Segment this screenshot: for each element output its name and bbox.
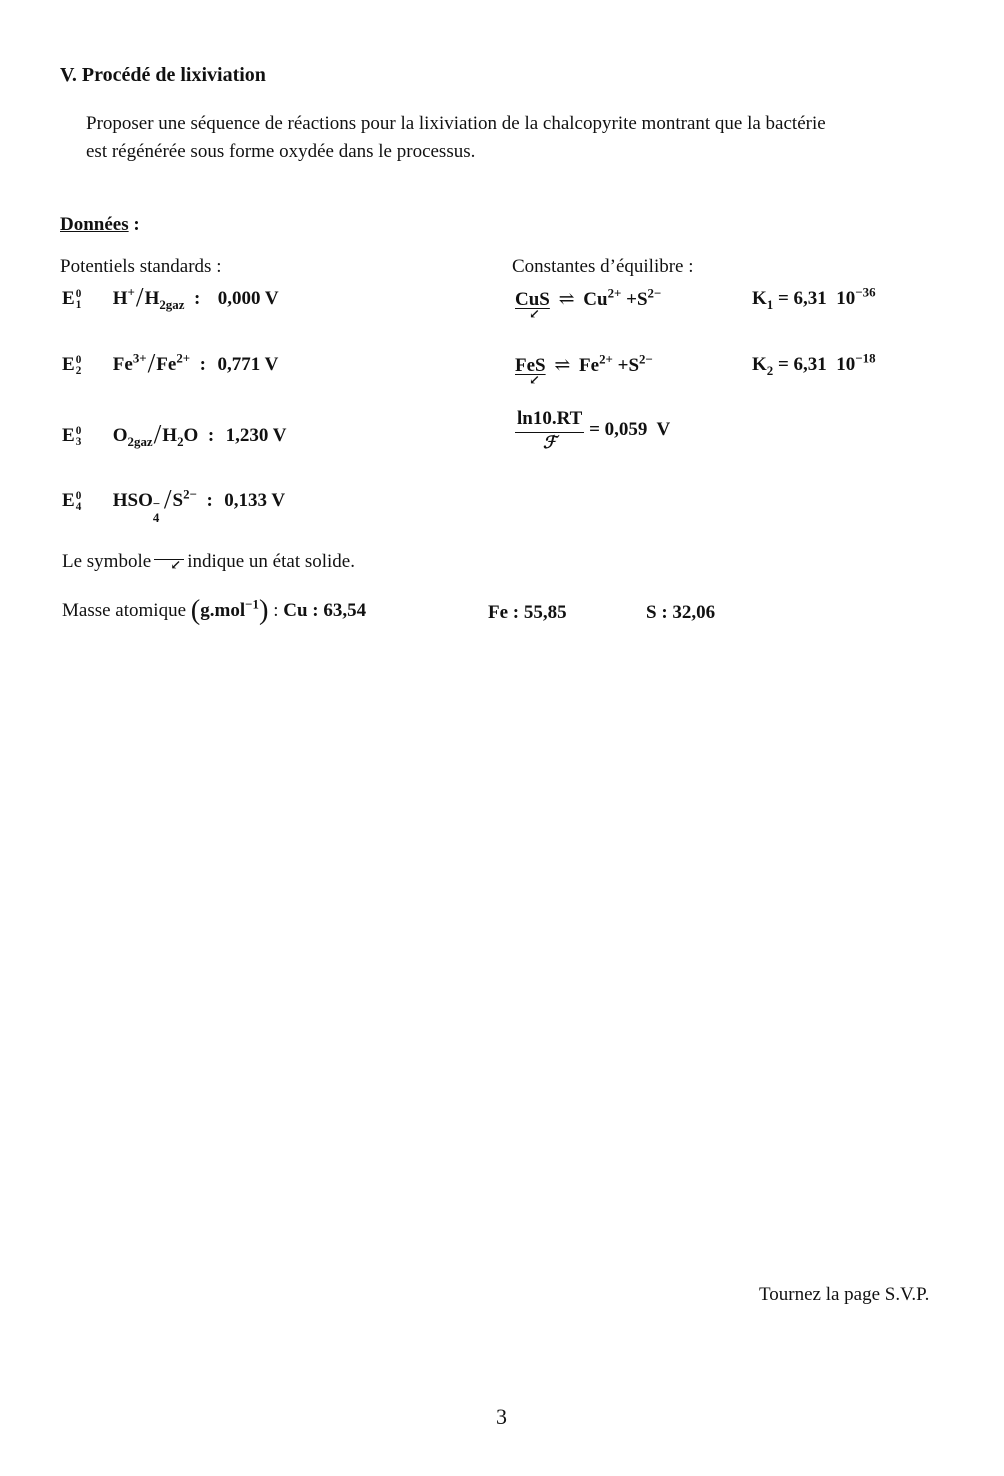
e-sup: 0 — [75, 353, 82, 366]
couple-ox: HSO — [112, 490, 153, 511]
solid-state-symbol-icon: ↙ — [154, 555, 184, 569]
couple-red: Fe — [156, 354, 177, 375]
ion-2: S — [628, 355, 640, 376]
solid-formula: FeS — [515, 355, 546, 376]
k-label: K — [752, 288, 767, 309]
couple-red-tail: O — [183, 425, 199, 446]
equilibrium-arrow-icon: ⇌ — [558, 289, 575, 310]
potential-value: 0,771 V — [217, 354, 279, 375]
couple-red-sup: 2+ — [176, 350, 191, 366]
couple-ox: H — [112, 288, 128, 309]
couple-red: S — [172, 490, 184, 511]
formula-numerator: ln10.RT — [515, 408, 584, 433]
couple-red-sub: 2gaz — [159, 296, 185, 312]
couple-ox: O — [112, 425, 128, 446]
donnees-heading — [60, 214, 140, 236]
potential-value: 1,230 V — [225, 425, 287, 446]
e-index: 1 — [75, 299, 82, 311]
couple-ox-sup: − — [152, 496, 161, 511]
equilibrium-row-2 — [515, 351, 653, 387]
potential-row-4: E 0 4 HSO − 4 $/S^{2-}$ : 0,133 V — [62, 483, 286, 525]
couple-red: H — [162, 425, 178, 446]
ion-2-sup: 2− — [639, 351, 653, 367]
masses-unit-exp: −1 — [245, 596, 259, 612]
e-index: 3 — [75, 436, 82, 448]
potentials-heading: Potentiels standards : — [60, 256, 222, 277]
e-letter: E — [62, 425, 75, 446]
couple-red-sub: 2 — [177, 433, 184, 449]
k-constant-2 — [752, 350, 876, 378]
mass-cu: Cu : 63,54 — [283, 600, 367, 621]
symbol-note — [62, 551, 355, 573]
ion-1-sup: 2+ — [599, 351, 613, 367]
potential-row-3: E 0 3 $O_{2gaz}/H_2O$ : 1,230 V — [62, 418, 287, 450]
masses-label: Masse atomique — [62, 600, 187, 621]
symbol-note-before: Le symbole — [62, 551, 152, 572]
e-sup: 0 — [75, 424, 82, 437]
potential-row-2: E 0 2 $Fe^{3+}/Fe^{2+}$ : 0,771 V — [62, 347, 279, 379]
donnees-label: Données — [60, 214, 129, 235]
potential-sep: : — [201, 490, 218, 511]
e-index: 2 — [75, 365, 82, 377]
e-sup: 0 — [75, 489, 82, 502]
potential-value: 0,000 V — [217, 288, 279, 309]
couple-ox-sub: 2gaz — [127, 433, 153, 449]
solid-formula: CuS — [515, 289, 550, 310]
equilibrium-row-1 — [515, 285, 662, 321]
couple-ox-sup: + — [127, 284, 135, 300]
potential-sep: : — [189, 288, 206, 309]
couple-red: H — [144, 288, 160, 309]
k-sub: 2 — [766, 362, 774, 378]
plus-sign: + — [617, 355, 629, 376]
k-label: K — [752, 354, 767, 375]
k-value: = 6,31 10 — [773, 354, 856, 375]
solid-arrow-icon: ↙ — [529, 306, 540, 321]
masses-unit: g.mol — [200, 600, 246, 621]
page-number: 3 — [496, 1404, 507, 1429]
solid-arrow-icon: ↙ — [529, 372, 540, 387]
masses-colon: : — [268, 600, 279, 621]
e-letter: E — [62, 490, 75, 511]
k-exp: −36 — [855, 284, 876, 300]
turn-page-note: Tournez la page S.V.P. — [759, 1284, 930, 1305]
potential-row-1: E 0 1 $H^+/H_{2gaz}$ : 0,000 V — [62, 281, 279, 313]
mass-s: S : 32,06 — [646, 602, 716, 623]
k-value: = 6,31 10 — [773, 288, 856, 309]
section-title: V. Procédé de lixiviation — [60, 64, 266, 86]
e-sup: 0 — [75, 287, 82, 300]
donnees-colon: : — [128, 214, 140, 235]
couple-ox: Fe — [112, 354, 133, 375]
potential-value: 0,133 V — [224, 490, 286, 511]
k-exp: −18 — [855, 350, 876, 366]
formula-denominator: ℱ — [542, 433, 557, 453]
couple-red-sup: 2− — [183, 486, 197, 502]
k-sub: 1 — [766, 296, 774, 312]
e-index: 4 — [75, 501, 82, 513]
atomic-masses: Masse atomique (g.mol$^{-1}$) : Cu : 63,54 — [62, 594, 367, 626]
ion-2: S — [636, 289, 648, 310]
formula-result: = 0,059 V — [589, 418, 671, 440]
ion-1-sup: 2+ — [607, 285, 622, 301]
ion-2-sup: 2− — [647, 285, 662, 301]
mass-fe: Fe : 55,85 — [488, 602, 567, 623]
ion-1: Fe — [579, 355, 600, 376]
plus-sign: + — [626, 289, 637, 310]
prompt-line-2: est régénérée sous forme oxydée dans le processus. — [86, 141, 476, 162]
e-letter: E — [62, 354, 75, 375]
equilibrium-arrow-icon: ⇌ — [554, 355, 571, 376]
couple-ox-sup: 3+ — [132, 350, 147, 366]
k-constant-1 — [752, 284, 876, 312]
symbol-note-after: indique un état solide. — [187, 551, 355, 572]
potential-sep: : — [203, 425, 219, 446]
e-letter: E — [62, 288, 75, 309]
couple-ox-sub: 4 — [152, 510, 160, 525]
ion-1: Cu — [583, 289, 608, 310]
prompt-line-1: Proposer une séquence de réactions pour la lixiviation de la chalcopyrite montrant que la bactérie — [86, 113, 826, 134]
nernst-formula — [515, 408, 670, 453]
potential-sep: : — [194, 354, 211, 375]
equilibrium-heading: Constantes d’équilibre : — [512, 256, 694, 277]
